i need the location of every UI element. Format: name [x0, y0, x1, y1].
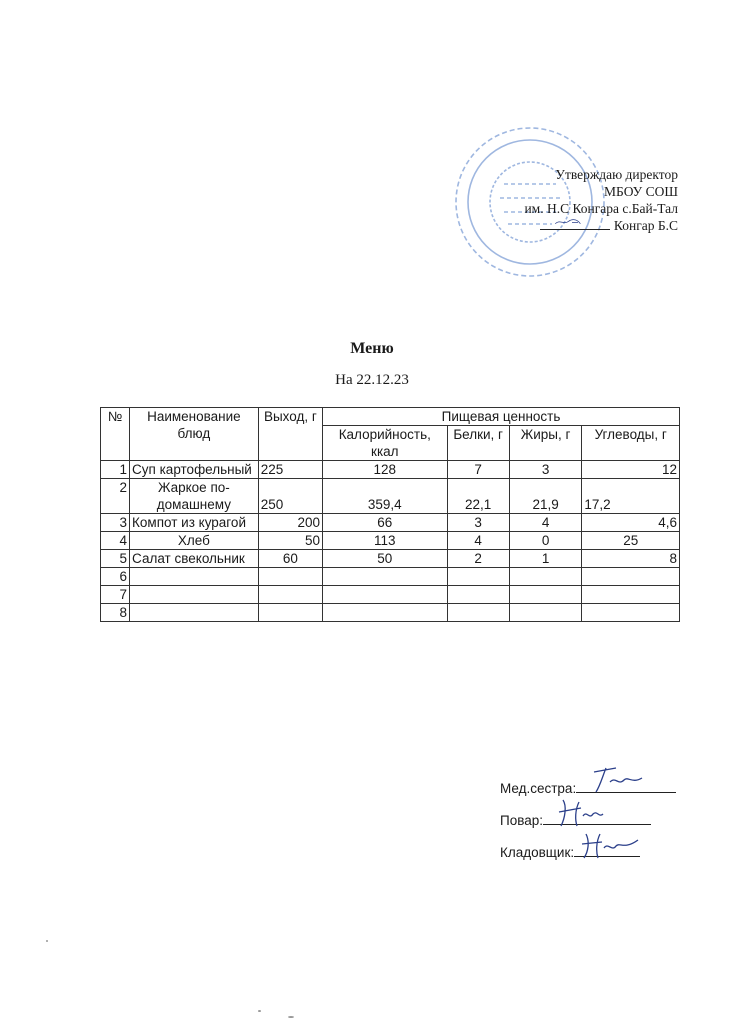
scan-speck: [258, 1010, 261, 1012]
cell-name: [130, 604, 259, 622]
cell-carbs: 17,2: [582, 479, 680, 514]
cook-label: Повар:: [500, 813, 543, 828]
cell-calories: 128: [323, 461, 448, 479]
table-row: [101, 550, 680, 568]
director-signature-scribble: [554, 215, 596, 229]
cell-fat: 4: [509, 514, 582, 532]
cell-name: Компот из курагой: [130, 514, 259, 532]
cell-carbs: 8: [582, 550, 680, 568]
cell-name: Салат свекольник: [130, 550, 259, 568]
cell-output: 60: [258, 550, 322, 568]
scan-speck: [288, 1016, 294, 1018]
cell-protein: 7: [447, 461, 509, 479]
cell-fat: [509, 568, 582, 586]
table-row: [101, 514, 680, 532]
menu-table: [100, 407, 680, 622]
cell-no: 8: [101, 604, 130, 622]
cell-protein: 2: [447, 550, 509, 568]
cell-carbs: 25: [582, 532, 680, 550]
cell-name: Хлеб: [130, 532, 259, 550]
cell-protein: [447, 604, 509, 622]
table-row: [101, 479, 680, 514]
scan-speck: [46, 940, 48, 942]
cell-no: 1: [101, 461, 130, 479]
table-row: [101, 604, 680, 622]
cell-carbs: [582, 586, 680, 604]
cell-fat: 0: [509, 532, 582, 550]
cook-signature-line: [543, 810, 651, 825]
cell-output: [258, 568, 322, 586]
table-row: [101, 532, 680, 550]
cell-output: 50: [258, 532, 322, 550]
cell-protein: 4: [447, 532, 509, 550]
cell-calories: 359,4: [323, 479, 448, 514]
header-name: Наименование блюд: [130, 408, 259, 461]
cell-carbs: [582, 568, 680, 586]
cell-fat: [509, 604, 582, 622]
director-signature: [540, 217, 610, 230]
header-no: №: [101, 408, 130, 461]
menu-date: На 22.12.23: [335, 372, 409, 388]
nurse-signature-line: [576, 778, 676, 793]
cell-output: [258, 604, 322, 622]
cell-fat: 21,9: [509, 479, 582, 514]
approval-line-1: Утверждаю директор: [555, 167, 678, 182]
storekeeper-signature: [578, 828, 648, 862]
cell-protein: [447, 586, 509, 604]
director-name: Конгар Б.С: [613, 218, 678, 233]
cell-fat: [509, 586, 582, 604]
nurse-signature: [586, 764, 656, 798]
cell-output: [258, 586, 322, 604]
page-title: Меню: [350, 340, 394, 357]
cell-fat: 1: [509, 550, 582, 568]
cell-protein: 3: [447, 514, 509, 532]
cell-output: 225: [258, 461, 322, 479]
cell-protein: 22,1: [447, 479, 509, 514]
cell-carbs: 4,6: [582, 514, 680, 532]
approval-line-3: им. Н.С Конгара с.Бай-Тал: [524, 201, 678, 216]
cell-calories: 66: [323, 514, 448, 532]
cell-calories: 50: [323, 550, 448, 568]
cell-name: Жаркое по-домашнему: [130, 479, 259, 514]
header-carbs: Углеводы, г: [582, 426, 680, 461]
nurse-label: Мед.сестра:: [500, 781, 577, 796]
cell-no: 3: [101, 514, 130, 532]
cell-name: [130, 586, 259, 604]
cell-calories: [323, 586, 448, 604]
cell-calories: [323, 604, 448, 622]
cook-signature: [553, 796, 623, 830]
cell-no: 4: [101, 532, 130, 550]
storekeeper-label: Кладовщик:: [500, 845, 575, 860]
header-output: Выход, г: [258, 408, 322, 461]
cell-no: 6: [101, 568, 130, 586]
header-fat: Жиры, г: [509, 426, 582, 461]
approval-signature-line: [524, 217, 678, 234]
table-row: [101, 461, 680, 479]
cell-name: [130, 568, 259, 586]
header-protein: Белки, г: [447, 426, 509, 461]
cell-output: 200: [258, 514, 322, 532]
cell-protein: [447, 568, 509, 586]
header-calories: Калорийность, ккал: [323, 426, 448, 461]
cell-no: 2: [101, 479, 130, 514]
signatures-block: [500, 778, 676, 874]
table-row: [101, 568, 680, 586]
approval-line-2: МБОУ СОШ: [604, 184, 678, 199]
cell-output: 250: [258, 479, 322, 514]
cell-name: Суп картофельный: [130, 461, 259, 479]
cell-calories: 113: [323, 532, 448, 550]
cell-carbs: [582, 604, 680, 622]
header-nutrition: Пищевая ценность: [323, 408, 680, 426]
table-row: [101, 586, 680, 604]
approval-block: [524, 166, 678, 234]
storekeeper-signature-line: [574, 842, 640, 857]
cell-carbs: 12: [582, 461, 680, 479]
cell-no: 7: [101, 586, 130, 604]
cell-calories: [323, 568, 448, 586]
cell-fat: 3: [509, 461, 582, 479]
storekeeper-signature-row: [500, 842, 676, 874]
cell-no: 5: [101, 550, 130, 568]
